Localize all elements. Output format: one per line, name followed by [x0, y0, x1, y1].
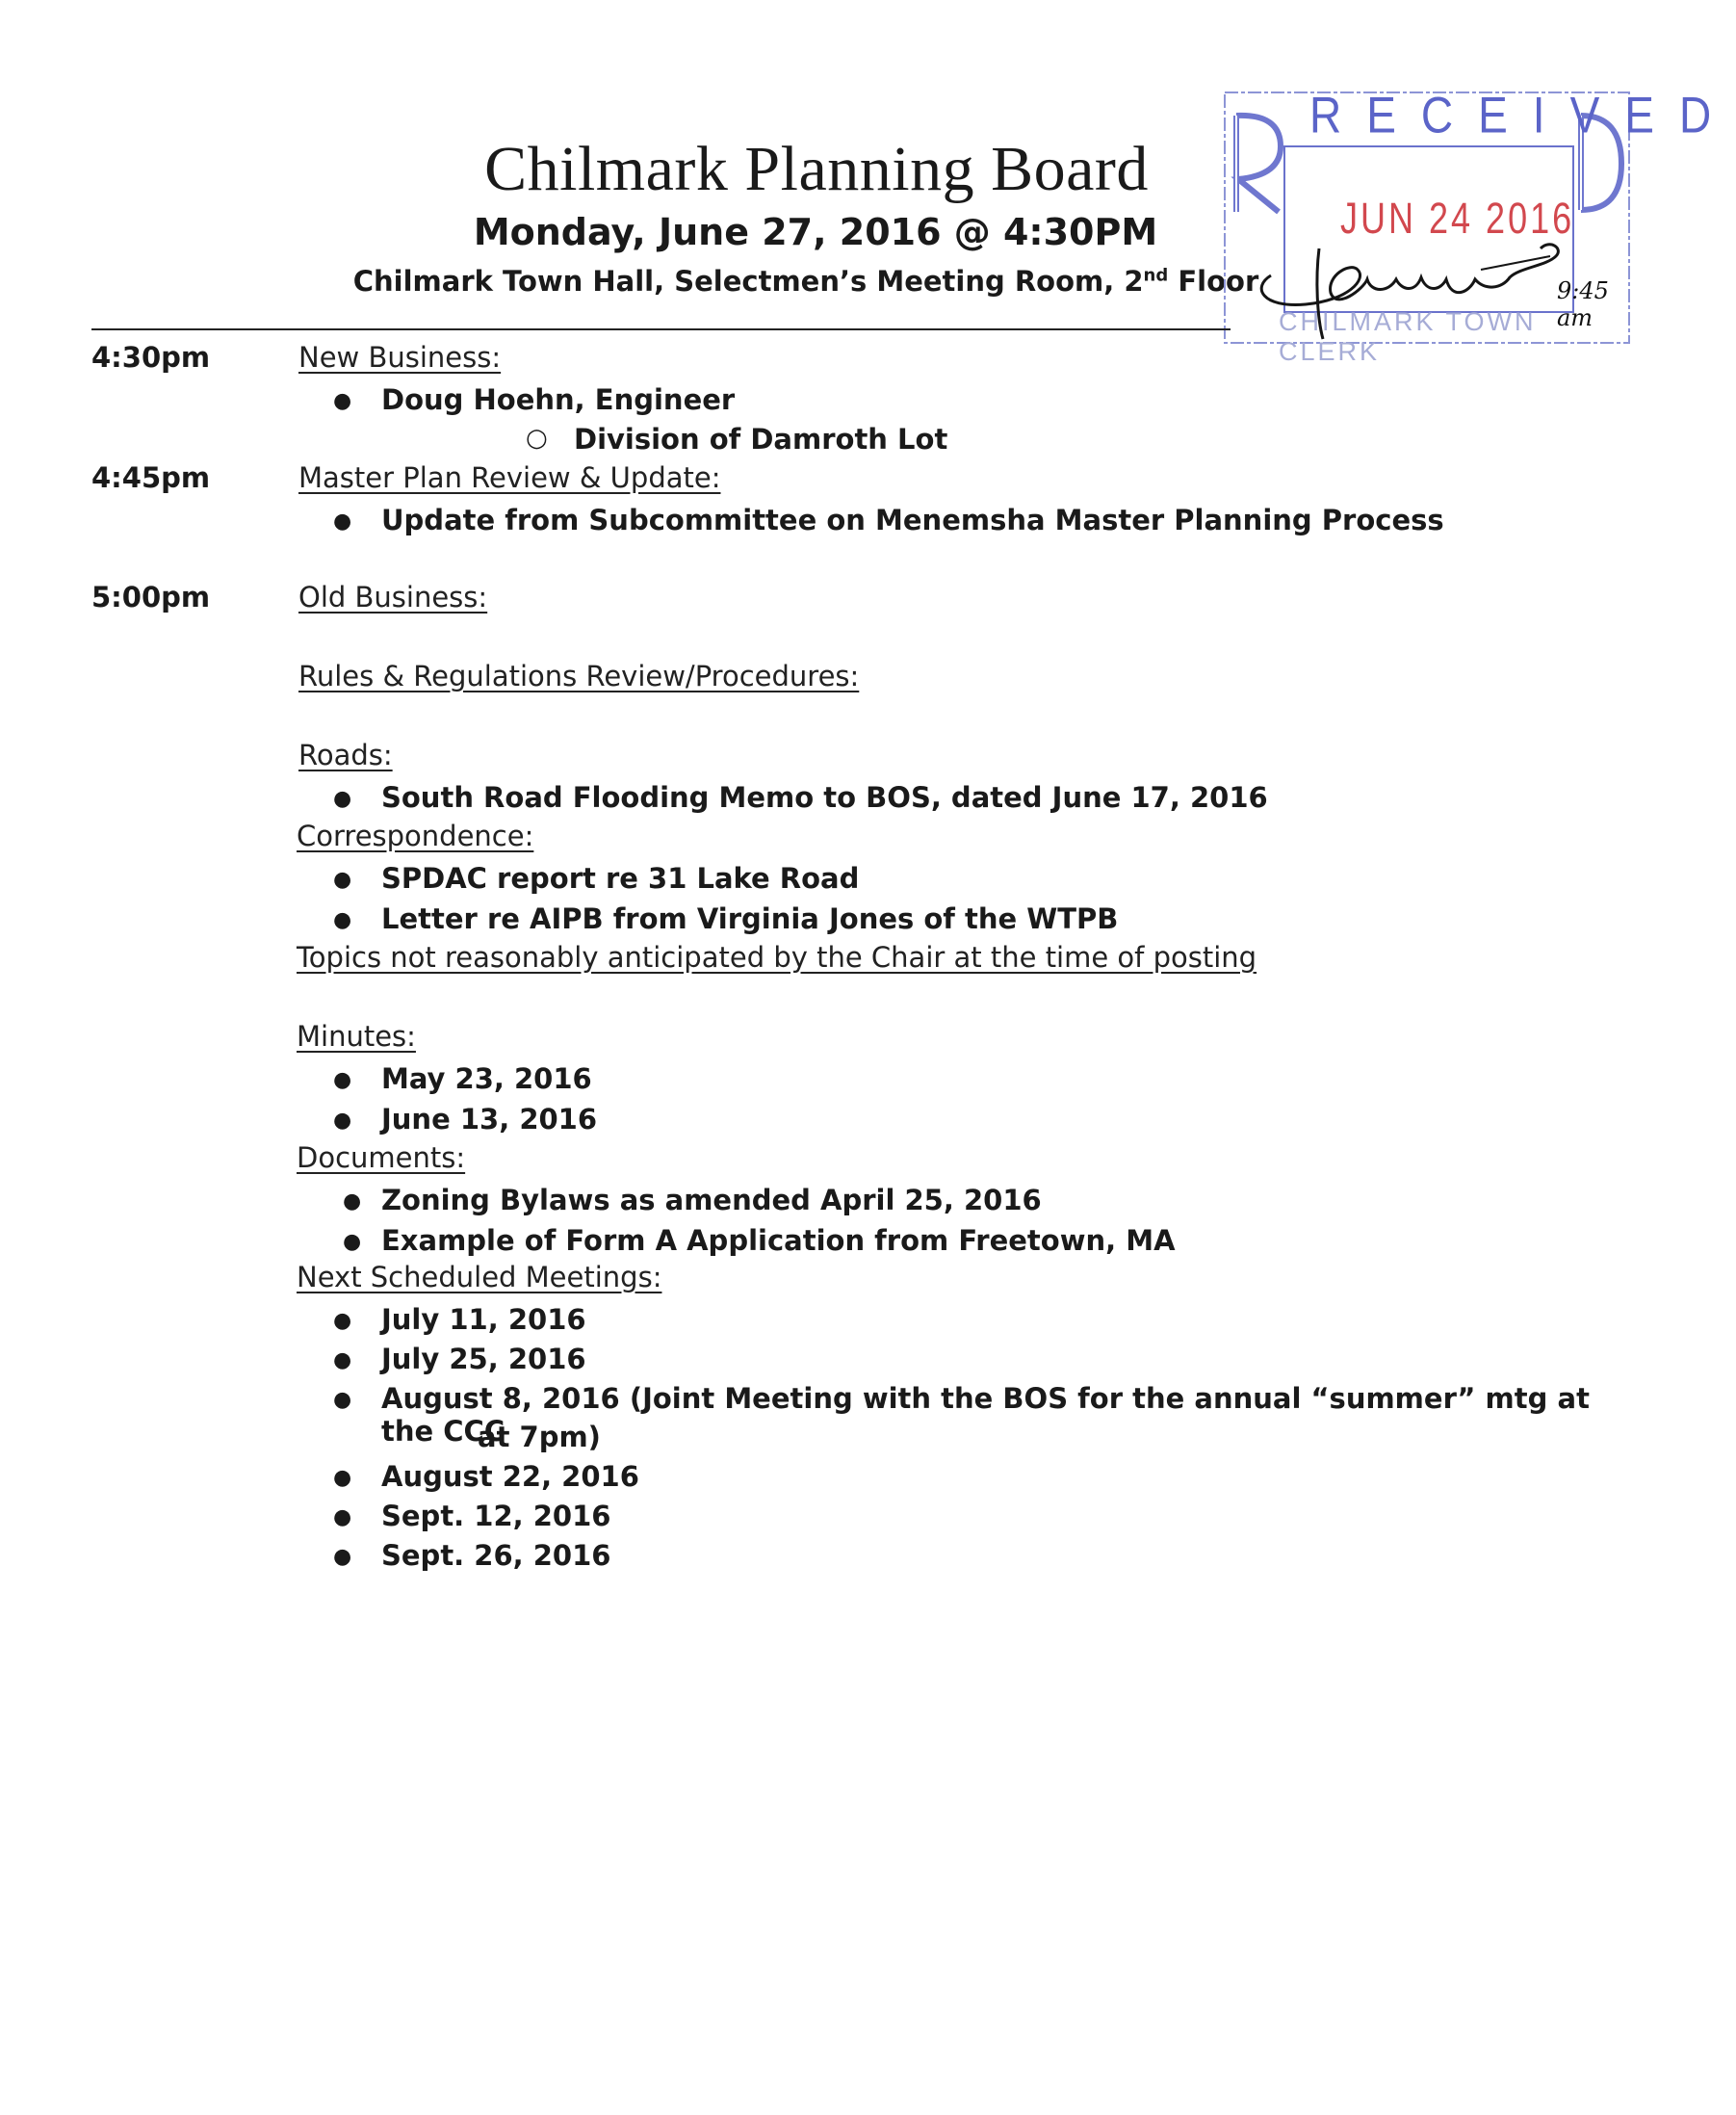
section-master-plan: Master Plan Review & Update:	[298, 461, 721, 494]
bullet: ●	[333, 509, 352, 534]
item-form-a: Example of Form A Application from Freetown, MA	[381, 1224, 1176, 1257]
bullet: ●	[333, 1068, 352, 1092]
item-doug-hoehn: Doug Hoehn, Engineer	[381, 383, 736, 416]
meeting-date-item: August 22, 2016	[381, 1460, 639, 1493]
meeting-date-item: Sept. 26, 2016	[381, 1539, 611, 1572]
meeting-date-item-continued: at 7pm)	[478, 1421, 601, 1453]
time-500: 5:00pm	[91, 581, 211, 614]
stamp-time-note: 9:45 am	[1557, 277, 1609, 331]
bullet: ●	[343, 1230, 362, 1254]
page-title: Chilmark Planning Board	[484, 134, 1149, 204]
section-old-business: Old Business:	[298, 581, 488, 614]
bullet: ●	[333, 1505, 352, 1529]
section-rules: Rules & Regulations Review/Procedures:	[298, 660, 860, 692]
section-next-meetings: Next Scheduled Meetings:	[297, 1261, 662, 1293]
bullet: ●	[333, 1466, 352, 1490]
bullet: ●	[333, 1388, 352, 1412]
section-topics: Topics not reasonably anticipated by the Chair at the time of posting	[297, 941, 1257, 974]
bullet: ●	[333, 787, 352, 811]
location-main: Chilmark Town Hall, Selectmen’s Meeting Room, 2	[352, 265, 1144, 298]
stamp-received-text: RECEIVED	[1309, 86, 1736, 144]
meeting-date: Monday, June 27, 2016 @ 4:30PM	[473, 211, 1158, 253]
item-minutes-may: May 23, 2016	[381, 1062, 592, 1095]
meeting-date-item: July 11, 2016	[381, 1303, 586, 1336]
bullet: ●	[333, 1109, 352, 1133]
subitem-damroth-lot: Division of Damroth Lot	[574, 423, 948, 456]
section-new-business: New Business:	[298, 341, 502, 374]
bullet: ●	[333, 908, 352, 932]
meeting-date-item: July 25, 2016	[381, 1343, 586, 1375]
time-430: 4:30pm	[91, 341, 211, 374]
time-445: 4:45pm	[91, 461, 211, 494]
location-superscript: nd	[1143, 265, 1169, 286]
meeting-date-item: August 8, 2016 (Joint Meeting with the BOS for the annual “summer” mtg at the CCC	[381, 1382, 1590, 1448]
item-minutes-june: June 13, 2016	[381, 1103, 598, 1136]
stamp-date: JUN 24 2016	[1340, 193, 1575, 243]
bullet: ●	[333, 389, 352, 413]
stamp-clerk-text: CHILMARK TOWN CLERK	[1279, 307, 1537, 366]
meeting-date-item: Sept. 12, 2016	[381, 1500, 611, 1532]
location-end: Floor	[1168, 265, 1259, 298]
section-correspondence: Correspondence:	[297, 820, 534, 852]
sub-bullet: ○	[526, 424, 548, 453]
section-minutes: Minutes:	[297, 1020, 416, 1053]
bullet: ●	[333, 1348, 352, 1372]
item-zoning-bylaws: Zoning Bylaws as amended April 25, 2016	[381, 1184, 1042, 1216]
bullet: ●	[333, 1545, 352, 1569]
received-stamp	[1223, 86, 1736, 366]
item-menemsha-update: Update from Subcommittee on Menemsha Master Planning Process	[381, 504, 1444, 536]
item-south-road: South Road Flooding Memo to BOS, dated June 17, 2016	[381, 781, 1268, 814]
section-roads: Roads:	[298, 739, 393, 771]
item-aipb-letter: Letter re AIPB from Virginia Jones of the WTPB	[381, 902, 1119, 935]
bullet: ●	[343, 1189, 362, 1214]
bullet: ●	[333, 868, 352, 892]
header-rule	[91, 328, 1231, 330]
bullet: ●	[333, 1309, 352, 1333]
item-spdac: SPDAC report re 31 Lake Road	[381, 862, 860, 895]
section-documents: Documents:	[297, 1141, 466, 1174]
